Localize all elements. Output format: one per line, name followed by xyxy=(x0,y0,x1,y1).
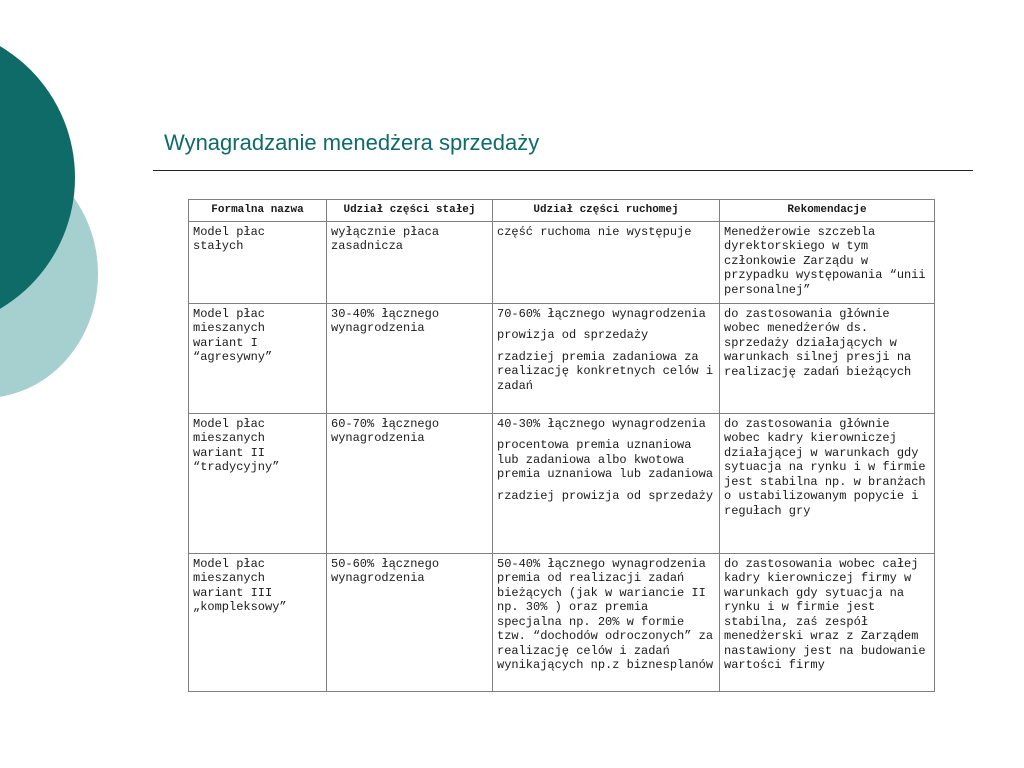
cell-variable xyxy=(493,553,720,691)
header-variable-share: Udział części ruchomej xyxy=(493,200,720,222)
cell-recommendation: do zastosowania głównie wobec menedżerów ds. sprzedaży działających w warunkach silnej presji na realizację zadań bieżących xyxy=(720,303,935,413)
cell-name: Model płac mieszanych wariant II “tradycyjny” xyxy=(189,413,327,553)
variable-item: 40-30% łącznego wynagrodzenia xyxy=(497,416,706,431)
cell-recommendation: do zastosowania głównie wobec kadry kierowniczej działającej w warunkach gdy sytuacja na rynku i w firmie jest stabilna np. w branżach o ustabilizowanym popycie i regułach gry xyxy=(720,413,935,553)
compensation-table xyxy=(188,199,935,692)
cell-variable xyxy=(493,303,720,413)
variable-item: 50-40% łącznego wynagrodzenia premia od realizacji zadań bieżących (jak w wariancie II np. 30% ) oraz premia specjalna np. 20% w formie tzw. “dochodów odroczonych” za realizację celów i zadań wynikających np.z biznesplanów xyxy=(497,556,714,672)
table-row xyxy=(189,221,935,303)
table-header-row xyxy=(189,200,935,222)
cell-fixed: 30-40% łącznego wynagrodzenia xyxy=(327,303,493,413)
cell-name: Model płac mieszanych wariant III „kompleksowy” xyxy=(189,553,327,691)
cell-recommendation: Menedżerowie szczebla dyrektorskiego w tym członkowie Zarządu w przypadku występowania “unii personalnej” xyxy=(720,221,935,303)
table-row xyxy=(189,413,935,553)
title-divider xyxy=(153,170,973,171)
header-fixed-share: Udział części stałej xyxy=(327,200,493,222)
cell-name: Model płac mieszanych wariant I “agresywny” xyxy=(189,303,327,413)
variable-item: prowizja od sprzedaży xyxy=(497,328,649,342)
variable-item: rzadziej premia zadaniowa za realizację konkretnych celów i zadań xyxy=(497,349,714,393)
cell-variable xyxy=(493,413,720,553)
cell-fixed: 50-60% łącznego wynagrodzenia xyxy=(327,553,493,691)
cell-fixed: wyłącznie płaca zasadnicza xyxy=(327,221,493,303)
slide-title: Wynagradzanie menedżera sprzedaży xyxy=(164,130,540,155)
cell-fixed: 60-70% łącznego wynagrodzenia xyxy=(327,413,493,553)
cell-variable xyxy=(493,221,720,303)
variable-item: część ruchoma nie występuje xyxy=(497,224,692,239)
variable-item: procentowa premia uznaniowa lub zadaniowa albo kwotowa premia uznaniowa lub zadaniowa xyxy=(497,438,714,481)
header-recommendations: Rekomendacje xyxy=(720,200,935,222)
table-row xyxy=(189,553,935,691)
header-formal-name: Formalna nazwa xyxy=(189,200,327,222)
variable-item: rzadziej prowizja od sprzedaży xyxy=(497,488,714,503)
cell-recommendation: do zastosowania wobec całej kadry kierowniczej firmy w warunkach gdy sytuacja na rynku i w firmie jest stabilna, zaś zespół menedżerski wraz z Zarządem nastawiony jest na budowanie wartości firmy xyxy=(720,553,935,691)
variable-item: 70-60% łącznego wynagrodzenia xyxy=(497,306,706,321)
cell-name: Model płac stałych xyxy=(189,221,327,303)
table-row xyxy=(189,303,935,413)
